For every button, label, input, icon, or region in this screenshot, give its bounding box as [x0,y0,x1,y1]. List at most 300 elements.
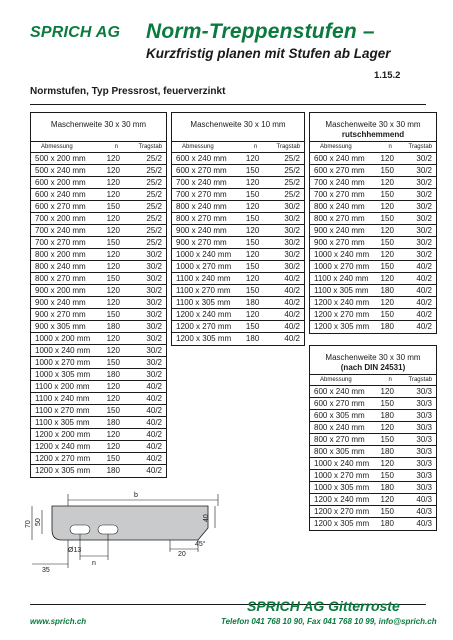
table-cell: 120 [107,429,137,441]
table-cell: 120 [381,201,409,213]
brand-logo-text: SPRICH AG [30,24,121,41]
table-row [310,249,436,261]
table-cell: 1200 x 270 mm [31,453,107,465]
table-cell: 30/2 [408,225,436,237]
table-cell: 25/2 [275,153,304,165]
table-cell: 120 [246,225,275,237]
table-row [31,237,166,249]
table-cell: 40/2 [136,441,166,453]
footer-contact: Telefon 041 768 10 90, Fax 041 768 10 99, info@sprich.ch [221,617,437,626]
table-cell: 120 [381,249,409,261]
table-title-text: Maschenweite 30 x 30 mm [325,120,421,129]
table-row [310,506,436,518]
table-cell: 120 [107,285,137,297]
table-row [310,386,436,398]
table-cell: 600 x 270 mm [310,398,381,410]
table-row [172,153,304,165]
table-row [31,153,166,165]
table-subtitle-text: (nach DIN 24531) [340,363,406,372]
table-cell: 150 [246,321,275,333]
page-title: Norm-Treppenstufen – [146,20,375,43]
table-row [310,237,436,249]
table-row [31,417,166,429]
table-cell: 120 [107,189,137,201]
table-cell: 120 [381,273,409,285]
table-row [310,165,436,177]
table-cell: 30/2 [408,201,436,213]
table-cell: 800 x 240 mm [310,201,381,213]
table-cell: 30/3 [408,458,436,470]
table-row [172,249,304,261]
table-row [310,494,436,506]
table-cell: 120 [381,225,409,237]
table-cell: 30/2 [136,369,166,381]
table-row [310,321,436,333]
table-cell: 1100 x 305 mm [310,285,381,297]
table-cell: 25/2 [275,177,304,189]
column-header: n [381,375,409,386]
dimension-table [31,141,166,477]
table-cell: 25/2 [136,189,166,201]
table-cell: 1000 x 240 mm [310,249,381,261]
table-cell: 30/3 [408,386,436,398]
table-cell: 1200 x 270 mm [310,506,381,518]
table-row [31,285,166,297]
table-cell: 1200 x 305 mm [314,322,370,332]
table-row [310,213,436,225]
column-header: Abmessung [172,142,246,153]
table-cell: 800 x 240 mm [310,422,381,434]
table-cell: 120 [107,165,137,177]
table-cell: 150 [107,357,137,369]
table-row [172,297,304,309]
table-cell: 900 x 240 mm [310,225,381,237]
table-row [31,297,166,309]
top-divider [30,104,426,105]
table-row [31,357,166,369]
dim-n-label: n [92,560,96,567]
table-cell: 150 [381,398,409,410]
table-cell: 800 x 270 mm [172,213,246,225]
table-row [31,249,166,261]
dim-70-label: 70 [25,520,32,528]
table-cell: 120 [107,441,137,453]
table-cell: 150 [381,213,409,225]
table-cell: 150 [107,309,137,321]
table-cell: 700 x 270 mm [310,189,381,201]
table-cell: 150 [381,506,409,518]
page-number: 1.15.2 [374,70,401,81]
table-cell: 120 [107,393,137,405]
table-cell: 1200 x 240 mm [31,441,107,453]
footer-brand: SPRICH AG Gitterroste [247,598,400,614]
table-row [31,201,166,213]
table-cell: 120 [107,153,137,165]
table-cell: 600 x 200 mm [31,177,107,189]
table-cell: 30/3 [408,470,436,482]
table-cell: 150 [107,453,137,465]
table-row [31,309,166,321]
table-cell: 120 [107,381,137,393]
table-cell: 150 [381,470,409,482]
table-cell: 40/2 [275,273,304,285]
table-cell: 40/2 [275,321,304,333]
column-header: Tragstab [275,142,304,153]
table-cell: 1000 x 270 mm [172,261,246,273]
table-cell: 900 x 240 mm [172,225,246,237]
table-cell: 1200 x 200 mm [31,429,107,441]
table-cell: 150 [107,237,137,249]
table-cell: 25/2 [136,201,166,213]
table-cell: 120 [246,273,275,285]
table-cell: 900 x 270 mm [172,237,246,249]
dim-20-label: 20 [178,551,186,558]
dim-35-label: 35 [42,567,50,574]
table-row [310,177,436,189]
table-row [310,225,436,237]
table-row [31,225,166,237]
table-cell: 40/2 [408,261,436,273]
table-cell: 30/2 [275,225,304,237]
table-cell: 150 [246,285,275,297]
table-cell: 180 [381,285,409,297]
table-cell: 900 x 270 mm [31,309,107,321]
table-cell: 900 x 200 mm [31,285,107,297]
hole-diameter-label: Ø13 [68,547,82,554]
table-cell: 40/2 [136,429,166,441]
table-cell: 30/2 [136,285,166,297]
table-row [172,261,304,273]
table-cell: 800 x 270 mm [31,273,107,285]
dim-b-label: b [134,492,138,499]
table-cell: 900 x 305 mm [31,321,107,333]
table-cell: 120 [381,177,409,189]
table-cell: 800 x 270 mm [310,434,381,446]
table-row [310,422,436,434]
table-cell: 700 x 240 mm [172,177,246,189]
table-row [31,261,166,273]
hole-right [98,525,118,534]
table-row [31,273,166,285]
table-cell: 150 [246,165,275,177]
table-row [172,201,304,213]
table-cell: 180 [380,519,394,529]
table-row [310,434,436,446]
table-cell: 150 [381,309,409,321]
table-header-row [310,375,436,386]
table-mesh-30x10 [171,112,305,346]
table-cell: 25/2 [136,237,166,249]
table-row [310,189,436,201]
step-profile-diagram [22,484,222,584]
dimension-table [172,141,304,345]
table-mesh-30x30-antislip [309,112,437,334]
table-row [31,177,166,189]
table-cell: 1100 x 240 mm [172,273,246,285]
table-title [310,346,436,374]
table-cell: 1000 x 305 mm [31,369,107,381]
table-cell: 1100 x 240 mm [31,393,107,405]
table-row [172,177,304,189]
table-cell: 600 x 270 mm [172,165,246,177]
table-cell: 180 [246,297,275,309]
table-cell: 120 [246,153,275,165]
table-cell: 40/2 [136,453,166,465]
table-row [31,321,166,333]
table-cell: 25/2 [275,165,304,177]
table-row [172,321,304,333]
table-mesh-30x30 [30,112,167,478]
table-cell: 30/2 [408,249,436,261]
table-cell: 700 x 270 mm [172,189,246,201]
table-cell: 30/2 [275,237,304,249]
table-cell: 1200 x 240 mm [172,309,246,321]
table-cell: 180 [381,410,409,422]
table-title [310,113,436,141]
table-cell: 700 x 240 mm [310,177,381,189]
table-title [172,113,304,141]
table-cell: 30/2 [408,165,436,177]
table-cell: 120 [107,261,137,273]
table-cell: 30/2 [408,237,436,249]
table-row [31,369,166,381]
table-cell: 120 [381,422,409,434]
table-cell: 40/2 [275,285,304,297]
table-cell: 30/2 [136,249,166,261]
table-cell: 700 x 240 mm [31,225,107,237]
table-row [310,482,436,494]
table-row [172,333,304,345]
table-cell: 120 [246,249,275,261]
table-cell: 30/2 [408,153,436,165]
dimension-table [310,374,436,530]
table-cell: 30/2 [408,189,436,201]
table-row [31,213,166,225]
table-row [310,309,436,321]
table-cell: 30/3 [408,482,436,494]
table-row [310,153,436,165]
table-cell: 30/2 [275,213,304,225]
table-cell: 1000 x 270 mm [310,261,381,273]
table-cell: 25/2 [136,225,166,237]
table-cell: 120 [107,345,137,357]
step-profile-shape [52,506,208,540]
table-cell: 30/2 [408,177,436,189]
table-cell: 700 x 270 mm [31,237,107,249]
table-cell: 1200 x 305 mm [314,519,370,529]
table-header-row [31,142,166,153]
table-cell: 800 x 270 mm [310,213,381,225]
table-cell: 600 x 270 mm [310,165,381,177]
table-cell: 40/2 [136,417,166,429]
table-cell: 30/2 [136,261,166,273]
dim-40-label: 40 [203,514,210,522]
table-cell: 40/2 [146,466,162,476]
table-cell: 600 x 270 mm [31,201,107,213]
table-cell: 150 [381,189,409,201]
table-cell: 30/2 [136,309,166,321]
table-cell: 1000 x 270 mm [31,357,107,369]
table-header-row [172,142,304,153]
table-cell: 30/2 [136,357,166,369]
table-cell: 30/3 [408,398,436,410]
table-cell: 800 x 240 mm [31,261,107,273]
table-cell: 1100 x 200 mm [31,381,107,393]
table-cell: 40/3 [416,519,432,529]
column-header: Abmessung [310,375,381,386]
table-row [31,189,166,201]
table-row [31,333,166,345]
table-cell: 30/3 [408,446,436,458]
table-cell: 1000 x 270 mm [310,470,381,482]
column-header: Tragstab [408,375,436,386]
table-row [310,297,436,309]
table-cell: 120 [107,225,137,237]
table-cell: 1200 x 240 mm [310,494,381,506]
table-cell: 800 x 305 mm [310,446,381,458]
table-cell: 120 [381,386,409,398]
table-cell: 1000 x 240 mm [31,345,107,357]
table-cell: 1000 x 305 mm [310,482,381,494]
table-cell: 40/2 [275,309,304,321]
table-cell: 150 [381,165,409,177]
table-row [172,189,304,201]
footer-website-link[interactable]: www.sprich.ch [30,617,87,626]
table-cell: 40/2 [408,285,436,297]
column-header: Abmessung [310,142,381,153]
table-header-row [310,142,436,153]
table-mesh-30x30-din24531 [309,345,437,531]
table-cell: 25/2 [136,165,166,177]
table-cell: 30/2 [136,321,166,333]
table-cell: 500 x 240 mm [31,165,107,177]
table-cell: 30/2 [136,273,166,285]
table-row [172,165,304,177]
table-row [31,465,166,477]
table-cell: 150 [107,405,137,417]
table-row [31,453,166,465]
dim-50-label: 50 [35,518,42,526]
table-title [31,113,166,141]
table-cell: 40/2 [136,381,166,393]
table-cell: 600 x 240 mm [310,153,381,165]
column-header: Tragstab [408,142,436,153]
table-title-text: Maschenweite 30 x 30 mm [50,120,147,129]
table-cell: 150 [381,261,409,273]
table-cell: 120 [107,213,137,225]
table-cell: 150 [381,237,409,249]
table-cell: 40/3 [408,494,436,506]
table-cell: 150 [107,201,137,213]
table-row [172,237,304,249]
table-title-text: Maschenweite 30 x 10 mm [190,120,286,129]
table-cell: 40/2 [408,309,436,321]
table-cell: 25/2 [136,177,166,189]
table-row [31,165,166,177]
table-cell: 900 x 270 mm [310,237,381,249]
table-cell: 600 x 240 mm [310,386,381,398]
table-cell: 120 [246,177,275,189]
table-cell: 1200 x 270 mm [172,321,246,333]
table-cell: 1200 x 305 mm [176,334,232,344]
column-header: Tragstab [136,142,166,153]
table-cell: 150 [107,273,137,285]
column-header: n [381,142,409,153]
table-cell: 1100 x 240 mm [310,273,381,285]
table-row [31,405,166,417]
table-cell: 1200 x 305 mm [35,466,91,476]
table-row [31,429,166,441]
table-row [310,398,436,410]
table-row [310,470,436,482]
table-cell: 150 [246,261,275,273]
table-cell: 600 x 240 mm [31,189,107,201]
section-heading: Normstufen, Typ Pressrost, feuerverzinkt [30,86,226,97]
column-header: n [246,142,275,153]
table-cell: 25/2 [136,213,166,225]
table-cell: 900 x 240 mm [31,297,107,309]
table-cell: 1100 x 305 mm [172,297,246,309]
table-cell: 30/3 [408,434,436,446]
table-row [310,273,436,285]
table-cell: 120 [107,297,137,309]
table-cell: 1100 x 270 mm [172,285,246,297]
column-header: Abmessung [31,142,107,153]
table-cell: 120 [246,309,275,321]
table-cell: 150 [246,237,275,249]
table-row [172,309,304,321]
table-cell: 150 [381,434,409,446]
table-cell: 700 x 200 mm [31,213,107,225]
table-cell: 120 [107,249,137,261]
table-cell: 30/2 [136,333,166,345]
table-row [172,213,304,225]
table-cell: 800 x 240 mm [172,201,246,213]
table-cell: 600 x 305 mm [310,410,381,422]
table-cell: 40/2 [408,273,436,285]
table-cell: 180 [245,334,260,344]
table-row [172,285,304,297]
table-cell: 180 [106,466,120,476]
table-cell: 40/2 [416,322,432,332]
table-cell: 120 [107,177,137,189]
table-cell: 120 [107,333,137,345]
table-row [31,441,166,453]
table-cell: 40/2 [284,334,300,344]
table-row [172,225,304,237]
table-cell: 1100 x 305 mm [31,417,107,429]
table-cell: 180 [381,446,409,458]
table-cell: 1200 x 240 mm [310,297,381,309]
table-cell: 40/3 [408,506,436,518]
table-row [31,393,166,405]
table-row [310,446,436,458]
hole-left [70,525,90,534]
table-cell: 500 x 200 mm [31,153,107,165]
table-cell: 30/2 [275,201,304,213]
table-row [310,285,436,297]
table-cell: 180 [107,417,137,429]
table-cell: 30/2 [408,213,436,225]
table-row [310,410,436,422]
table-row [172,273,304,285]
table-row [310,201,436,213]
table-cell: 30/2 [136,297,166,309]
table-row [31,381,166,393]
table-cell: 1000 x 240 mm [172,249,246,261]
table-cell: 120 [381,153,409,165]
table-cell: 30/2 [275,261,304,273]
